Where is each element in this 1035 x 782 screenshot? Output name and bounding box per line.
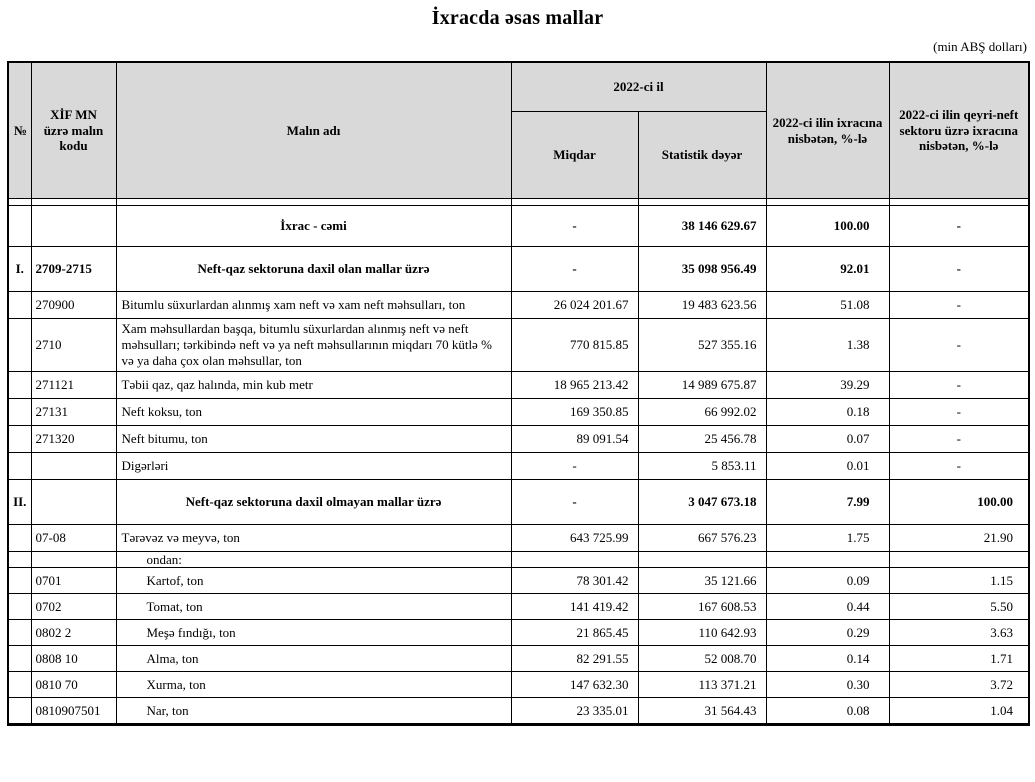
cell-name: Nar, ton bbox=[116, 698, 511, 725]
cell-qty: - bbox=[511, 452, 638, 479]
cell-name: Neft bitumu, ton bbox=[116, 425, 511, 452]
cell-qty: 141 419.42 bbox=[511, 594, 638, 620]
table-row bbox=[8, 398, 1029, 425]
table-row bbox=[8, 524, 1029, 551]
cell-code: 2710 bbox=[31, 319, 116, 372]
header-year-group: 2022-ci il bbox=[511, 62, 766, 112]
cell-code bbox=[31, 479, 116, 524]
cell-name: Xam məhsullardan başqa, bitumlu süxurlardan alınmış neft və neft məhsulları; tərkibində neft və ya neft məhsullarının miqdarı 70 kütlə % və ya daha çox olan məhsullar, ton bbox=[116, 319, 511, 372]
cell-no bbox=[8, 371, 31, 398]
cell-qty: 82 291.55 bbox=[511, 646, 638, 672]
cell-value: 66 992.02 bbox=[638, 398, 766, 425]
exports-table bbox=[7, 61, 1030, 726]
cell-no bbox=[8, 319, 31, 372]
cell-name: ondan: bbox=[116, 551, 511, 568]
cell-name: Neft koksu, ton bbox=[116, 398, 511, 425]
cell-name: İxrac - cəmi bbox=[116, 206, 511, 247]
cell-name: Tərəvəz və meyvə, ton bbox=[116, 524, 511, 551]
cell-qty bbox=[511, 199, 638, 206]
cell-qty: 21 865.45 bbox=[511, 620, 638, 646]
cell-code bbox=[31, 551, 116, 568]
cell-code: 0810 70 bbox=[31, 672, 116, 698]
cell-share2: 1.04 bbox=[889, 698, 1029, 725]
cell-share1 bbox=[766, 199, 889, 206]
cell-share1: 0.30 bbox=[766, 672, 889, 698]
table-row bbox=[8, 594, 1029, 620]
cell-no bbox=[8, 452, 31, 479]
cell-qty: - bbox=[511, 479, 638, 524]
cell-value: 31 564.43 bbox=[638, 698, 766, 725]
cell-qty: 26 024 201.67 bbox=[511, 292, 638, 319]
cell-name: Meşə fındığı, ton bbox=[116, 620, 511, 646]
cell-share2: - bbox=[889, 452, 1029, 479]
cell-qty: 770 815.85 bbox=[511, 319, 638, 372]
cell-share2: - bbox=[889, 398, 1029, 425]
table-row bbox=[8, 247, 1029, 292]
cell-share1: 0.07 bbox=[766, 425, 889, 452]
table-row bbox=[8, 199, 1029, 206]
header-no: № bbox=[8, 62, 31, 199]
cell-value: 167 608.53 bbox=[638, 594, 766, 620]
cell-qty: 169 350.85 bbox=[511, 398, 638, 425]
cell-value: 527 355.16 bbox=[638, 319, 766, 372]
cell-share1: 0.44 bbox=[766, 594, 889, 620]
cell-code: 271320 bbox=[31, 425, 116, 452]
cell-qty: - bbox=[511, 247, 638, 292]
cell-code: 0808 10 bbox=[31, 646, 116, 672]
cell-qty: 89 091.54 bbox=[511, 425, 638, 452]
cell-name: Alma, ton bbox=[116, 646, 511, 672]
cell-value: 35 121.66 bbox=[638, 568, 766, 594]
cell-name: Xurma, ton bbox=[116, 672, 511, 698]
cell-share2: 3.72 bbox=[889, 672, 1029, 698]
cell-value: 52 008.70 bbox=[638, 646, 766, 672]
table-body bbox=[8, 199, 1029, 725]
cell-share2 bbox=[889, 199, 1029, 206]
cell-share1: 0.29 bbox=[766, 620, 889, 646]
cell-no bbox=[8, 568, 31, 594]
cell-code: 0802 2 bbox=[31, 620, 116, 646]
cell-code: 27131 bbox=[31, 398, 116, 425]
cell-share1: 7.99 bbox=[766, 479, 889, 524]
cell-no bbox=[8, 292, 31, 319]
cell-qty: 18 965 213.42 bbox=[511, 371, 638, 398]
cell-share2: 21.90 bbox=[889, 524, 1029, 551]
cell-no bbox=[8, 672, 31, 698]
header-share-total: 2022-ci ilin ixracına nisbətən, %-lə bbox=[766, 62, 889, 199]
cell-name: Neft-qaz sektoruna daxil olan mallar üzrə bbox=[116, 247, 511, 292]
cell-value: 110 642.93 bbox=[638, 620, 766, 646]
table-row bbox=[8, 425, 1029, 452]
table-row bbox=[8, 292, 1029, 319]
cell-share1: 0.09 bbox=[766, 568, 889, 594]
cell-share1: 100.00 bbox=[766, 206, 889, 247]
header-name: Malın adı bbox=[116, 62, 511, 199]
cell-code: 2709-2715 bbox=[31, 247, 116, 292]
cell-share2: 100.00 bbox=[889, 479, 1029, 524]
cell-code: 271121 bbox=[31, 371, 116, 398]
cell-code bbox=[31, 206, 116, 247]
cell-share1 bbox=[766, 551, 889, 568]
table-row bbox=[8, 672, 1029, 698]
cell-share1: 0.14 bbox=[766, 646, 889, 672]
cell-code: 0702 bbox=[31, 594, 116, 620]
table-row bbox=[8, 371, 1029, 398]
cell-no: II. bbox=[8, 479, 31, 524]
header-quantity: Miqdar bbox=[511, 112, 638, 199]
cell-value: 113 371.21 bbox=[638, 672, 766, 698]
table-row bbox=[8, 452, 1029, 479]
cell-no bbox=[8, 551, 31, 568]
cell-value: 19 483 623.56 bbox=[638, 292, 766, 319]
cell-share1: 0.01 bbox=[766, 452, 889, 479]
cell-value: 667 576.23 bbox=[638, 524, 766, 551]
cell-qty: - bbox=[511, 206, 638, 247]
cell-share1: 39.29 bbox=[766, 371, 889, 398]
cell-name: Təbii qaz, qaz halında, min kub metr bbox=[116, 371, 511, 398]
table-row bbox=[8, 698, 1029, 725]
header-share-nonoil: 2022-ci ilin qeyri-neft sektoru üzrə ixracına nisbətən, %-lə bbox=[889, 62, 1029, 199]
cell-value bbox=[638, 199, 766, 206]
cell-share2: 1.71 bbox=[889, 646, 1029, 672]
cell-name: Tomat, ton bbox=[116, 594, 511, 620]
table-row bbox=[8, 568, 1029, 594]
cell-code: 270900 bbox=[31, 292, 116, 319]
cell-qty: 643 725.99 bbox=[511, 524, 638, 551]
cell-share2: - bbox=[889, 247, 1029, 292]
cell-no bbox=[8, 620, 31, 646]
cell-no bbox=[8, 698, 31, 725]
cell-code: 0701 bbox=[31, 568, 116, 594]
cell-value: 25 456.78 bbox=[638, 425, 766, 452]
cell-no bbox=[8, 524, 31, 551]
page-title: İxracda əsas mallar bbox=[431, 7, 604, 29]
cell-no bbox=[8, 646, 31, 672]
cell-name bbox=[116, 199, 511, 206]
cell-share2: 3.63 bbox=[889, 620, 1029, 646]
cell-qty bbox=[511, 551, 638, 568]
cell-no bbox=[8, 206, 31, 247]
cell-share1: 1.38 bbox=[766, 319, 889, 372]
cell-share2: 1.15 bbox=[889, 568, 1029, 594]
table-row bbox=[8, 206, 1029, 247]
cell-share2 bbox=[889, 551, 1029, 568]
cell-value: 14 989 675.87 bbox=[638, 371, 766, 398]
cell-name: Digərləri bbox=[116, 452, 511, 479]
cell-value: 5 853.11 bbox=[638, 452, 766, 479]
cell-no bbox=[8, 199, 31, 206]
cell-code bbox=[31, 452, 116, 479]
cell-share2: - bbox=[889, 292, 1029, 319]
table-row bbox=[8, 479, 1029, 524]
header-value: Statistik dəyər bbox=[638, 112, 766, 199]
cell-share1: 92.01 bbox=[766, 247, 889, 292]
cell-value bbox=[638, 551, 766, 568]
table-row bbox=[8, 551, 1029, 568]
cell-code bbox=[31, 199, 116, 206]
cell-name: Neft-qaz sektoruna daxil olmayan mallar üzrə bbox=[116, 479, 511, 524]
cell-value: 35 098 956.49 bbox=[638, 247, 766, 292]
cell-share2: - bbox=[889, 319, 1029, 372]
cell-qty: 23 335.01 bbox=[511, 698, 638, 725]
cell-no bbox=[8, 425, 31, 452]
cell-share1: 1.75 bbox=[766, 524, 889, 551]
cell-share2: - bbox=[889, 206, 1029, 247]
unit-note: (min ABŞ dolları) bbox=[933, 39, 1027, 54]
cell-share2: 5.50 bbox=[889, 594, 1029, 620]
cell-share1: 0.08 bbox=[766, 698, 889, 725]
cell-value: 3 047 673.18 bbox=[638, 479, 766, 524]
cell-share1: 51.08 bbox=[766, 292, 889, 319]
cell-value: 38 146 629.67 bbox=[638, 206, 766, 247]
cell-code: 0810907501 bbox=[31, 698, 116, 725]
cell-name: Bitumlu süxurlardan alınmış xam neft və xam neft məhsulları, ton bbox=[116, 292, 511, 319]
cell-no: I. bbox=[8, 247, 31, 292]
table-row bbox=[8, 319, 1029, 372]
cell-share2: - bbox=[889, 425, 1029, 452]
cell-qty: 147 632.30 bbox=[511, 672, 638, 698]
table-row bbox=[8, 646, 1029, 672]
cell-share1: 0.18 bbox=[766, 398, 889, 425]
table-header bbox=[8, 62, 1029, 199]
table-row bbox=[8, 620, 1029, 646]
cell-code: 07-08 bbox=[31, 524, 116, 551]
cell-qty: 78 301.42 bbox=[511, 568, 638, 594]
cell-share2: - bbox=[889, 371, 1029, 398]
cell-no bbox=[8, 398, 31, 425]
header-code: XİF MN üzrə malın kodu bbox=[31, 62, 116, 199]
cell-no bbox=[8, 594, 31, 620]
cell-name: Kartof, ton bbox=[116, 568, 511, 594]
